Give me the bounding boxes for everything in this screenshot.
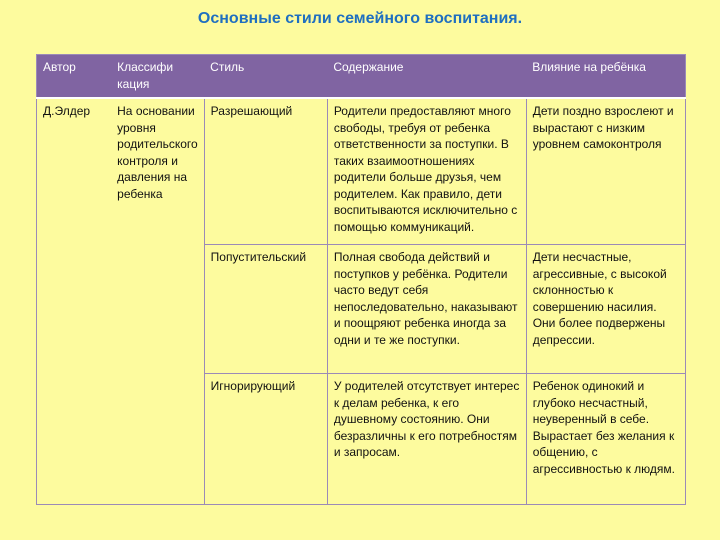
cell-author: Д.Элдер — [37, 98, 112, 505]
page-title: Основные стили семейного воспитания. — [197, 10, 523, 27]
cell-style: Игнорирующий — [204, 374, 327, 505]
cell-content: Полная свобода действий и поступков у ребёнка. Родители часто ведут себя непоследовательно, наказывают и поощряют ребенка иногда за одни и те же поступки. — [327, 245, 526, 374]
table-header-row — [37, 55, 686, 99]
cell-influence: Дети несчастные, агрессивные, с высокой склонностью к совершению насилия. Они более подвержены депрессии. — [526, 245, 685, 374]
header-style: Стиль — [204, 55, 327, 99]
cell-style: Разрешающий — [204, 98, 327, 245]
cell-content: У родителей отсутствует интерес к делам ребенка, к его душевному состоянию. Они безразличны к его потребностям и запросам. — [327, 374, 526, 505]
cell-influence: Ребенок одинокий и глубоко несчастный, неуверенный в себе. Вырастает без желания к общению, с агрессивностью к людям. — [526, 374, 685, 505]
cell-content: Родители предоставляют много свободы, требуя от ребенка ответственности за поступки. В таких взаимоотношениях родители больше друзья, чем родителем. Как правило, дети воспитываются исключительно с помощью коммуникаций. — [327, 98, 526, 245]
cell-style: Попустительский — [204, 245, 327, 374]
cell-influence: Дети поздно взрослеют и вырастают с низким уровнем самоконтроля — [526, 98, 685, 245]
cell-classification: На основании уровня родительского контроля и давления на ребенка — [111, 98, 204, 505]
parenting-styles-table — [36, 54, 686, 505]
header-author: Автор — [37, 55, 112, 99]
header-influence: Влияние на ребёнка — [526, 55, 685, 99]
header-classification: Классифи кация — [111, 55, 204, 99]
header-content: Содержание — [327, 55, 526, 99]
table-row — [37, 98, 686, 245]
